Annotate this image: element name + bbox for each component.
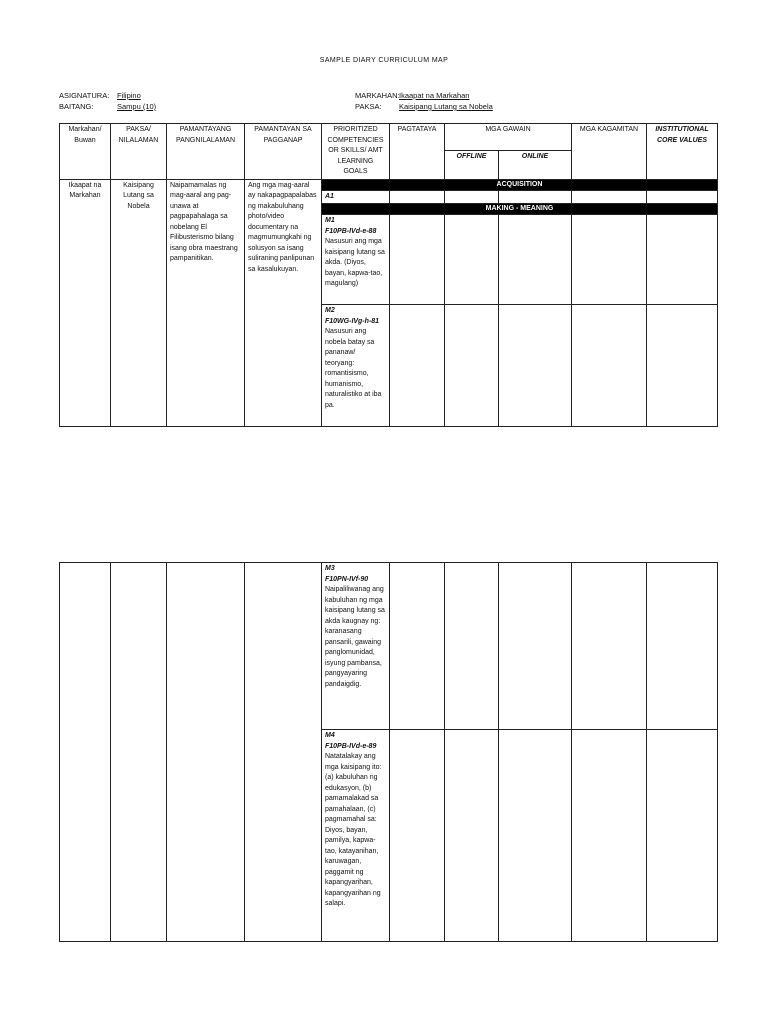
- a1-online: [499, 190, 572, 204]
- header-pangnilalaman: PAMANTAYANG PANGNILALAMAN: [167, 124, 245, 180]
- m1-kagamitan: [572, 215, 647, 305]
- m4-pagtataya: [390, 730, 445, 942]
- m1-pagtataya: [390, 215, 445, 305]
- a1-pagtataya: [390, 190, 445, 204]
- cont-paksa: [111, 563, 167, 942]
- m4-values: [647, 730, 718, 942]
- a1-values: [647, 190, 718, 204]
- m1-online: [499, 215, 572, 305]
- acquisition-bar: ACQUISITION: [322, 179, 718, 190]
- m4-code: M4: [325, 732, 335, 739]
- m1-offline: [445, 215, 499, 305]
- m4-cell: [322, 730, 390, 942]
- m4-subcode: F10PB-IVd-e-89: [325, 742, 377, 750]
- m1-values: [647, 215, 718, 305]
- curriculum-map-table: [59, 123, 718, 427]
- asignatura-label: ASIGNATURA:: [59, 91, 110, 100]
- row1-pangnilalaman: Naipamamalas ng mag-aaral ang pag-unawa at pagpapahalaga sa nobelang El Filibusterismo bilang isang obra maestrang pampanitikan.: [167, 179, 245, 427]
- m3-offline: [445, 563, 499, 730]
- header-pagtataya: PAGTATAYA: [390, 124, 445, 180]
- a1-code: A1: [325, 192, 334, 200]
- m3-cell: [322, 563, 390, 730]
- header-kagamitan: MGA KAGAMITAN: [572, 124, 647, 180]
- m2-code: M2: [325, 307, 335, 314]
- row1-paksa: Kaisipang Lutang sa Nobela: [111, 179, 167, 427]
- markahan-line: [355, 90, 493, 101]
- header-markahan: Markahan/ Buwan: [60, 124, 111, 180]
- paksa-label: PAKSA:: [355, 102, 382, 111]
- asignatura-value: Filipino: [117, 91, 141, 100]
- curriculum-map-table-continued: [59, 562, 718, 942]
- header-row: [60, 124, 718, 151]
- m2-text: Nasusuri ang nobela batay sa pananaw/ teoryang: romantisismo, humanismo, naturalistiko at iba pa.: [325, 328, 382, 409]
- acquisition-row: [60, 179, 718, 190]
- header-competencies: PRIORITIZED COMPETENCIES OR SKILLS/ AMT LEARNING GOALS: [322, 124, 390, 180]
- m1-subcode: F10PB-IVd-e-88: [325, 227, 377, 235]
- m2-cell: [322, 305, 390, 427]
- asignatura-line: [59, 90, 156, 101]
- a1-offline: [445, 190, 499, 204]
- m3-values: [647, 563, 718, 730]
- markahan-value: Ikaapat na Markahan: [399, 91, 470, 100]
- m2-offline: [445, 305, 499, 427]
- document-title: SAMPLE DIARY CURRICULUM MAP: [319, 57, 449, 64]
- header-offline: OFFLINE: [445, 151, 499, 179]
- baitang-label: BAITANG:: [59, 102, 94, 111]
- baitang-line: [59, 101, 156, 112]
- cont-markahan: [60, 563, 111, 942]
- m3-kagamitan: [572, 563, 647, 730]
- m3-online: [499, 563, 572, 730]
- baitang-value: Sampu (10): [117, 102, 157, 111]
- a1-kagamitan: [572, 190, 647, 204]
- m2-pagtataya: [390, 305, 445, 427]
- cont-pangnilalaman: [167, 563, 245, 942]
- m1-cell: [322, 215, 390, 305]
- m2-online: [499, 305, 572, 427]
- m4-online: [499, 730, 572, 942]
- m3-text: Naipaliliwanag ang kabuluhan ng mga kaisipang lutang sa akda kaugnay ng: karanasang pansarili, gawaing panglomunidad, isyung pambansa, pangyayaring pandaigdig.: [325, 586, 385, 688]
- markahan-label: MARKAHAN:: [355, 91, 400, 100]
- meta-right: [355, 90, 493, 112]
- m3-pagtataya: [390, 563, 445, 730]
- meta-left: [59, 90, 156, 112]
- m4-text: Natatalakay ang mga kaisipang ito: (a) kabuluhan ng edukasyon, (b) pamamalakad sa pamahalaan, (c) pagmamahal sa: Diyos, bayan, pamilya, kapwa-tao, katayanihan, karuwagan, paggamit ng kapangyarihan, kapangyarihan ng salapi.: [325, 753, 382, 907]
- header-core-values: INSTITUTIONAL CORE VALUES: [647, 124, 718, 180]
- header-gawain: MGA GAWAIN: [445, 124, 572, 151]
- header-paksa: PAKSA/ NILALAMAN: [111, 124, 167, 180]
- m2-kagamitan: [572, 305, 647, 427]
- m1-text: Nasusuri ang mga kaisipang lutang sa akda. (Diyos, bayan, kapwa-tao, magulang): [325, 238, 385, 287]
- m3-subcode: F10PN-IVf-90: [325, 575, 369, 583]
- row1-markahan: Ikaapat na Markahan: [60, 179, 111, 427]
- m3-row: [60, 563, 718, 730]
- making-meaning-bar: MAKING - MEANING: [322, 204, 718, 215]
- m3-code: M3: [325, 565, 335, 572]
- header-pagganap: PAMANTAYAN SA PAGGANAP: [245, 124, 322, 180]
- row1-pagganap: Ang mga mag-aaral ay nakapagpapalabas ng makabuluhang photo/video documentary na magmumungkahi ng solusyon sa isang suliraning panlipunan sa kasalukuyan.: [245, 179, 322, 427]
- m4-kagamitan: [572, 730, 647, 942]
- a1-cell: [322, 190, 390, 204]
- paksa-value: Kaisipang Lutang sa Nobela: [399, 102, 493, 111]
- cont-pagganap: [245, 563, 322, 942]
- m2-subcode: F10WG-IVg-h-81: [325, 317, 380, 325]
- m2-values: [647, 305, 718, 427]
- m4-offline: [445, 730, 499, 942]
- m1-code: M1: [325, 217, 335, 224]
- header-online: ONLINE: [499, 151, 572, 179]
- paksa-line: [355, 101, 493, 112]
